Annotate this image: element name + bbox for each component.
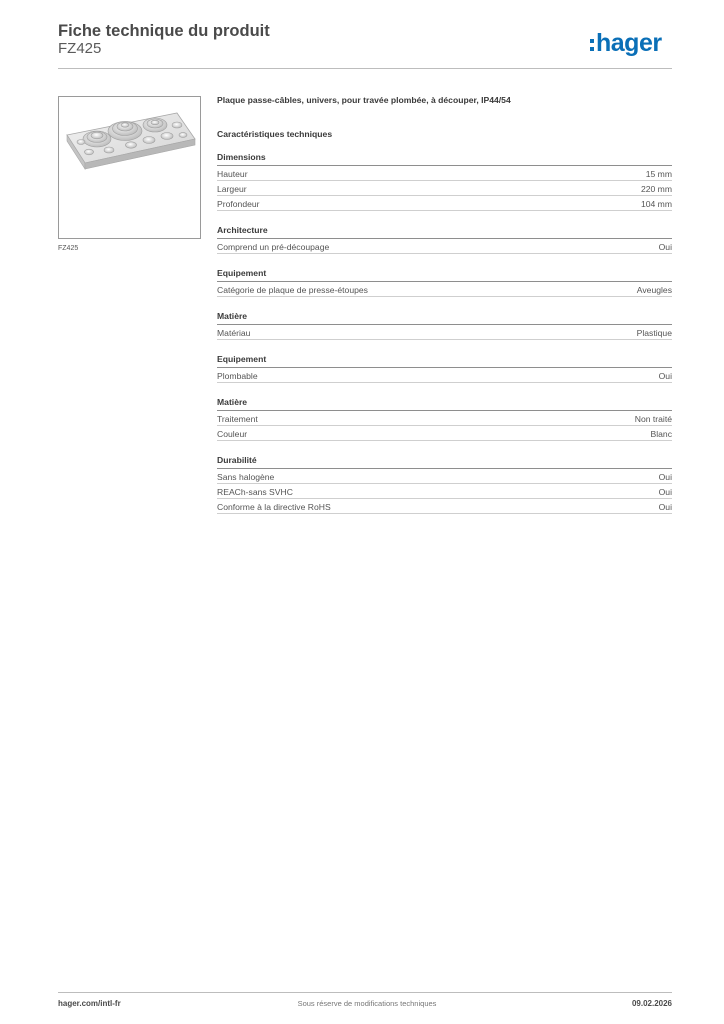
logo-text: hager [596, 28, 662, 57]
row-value: Non traité [634, 414, 672, 424]
row-value: 220 mm [640, 184, 672, 194]
header-divider [58, 68, 672, 69]
row-label: Conforme à la directive RoHS [217, 502, 331, 512]
table-row [217, 325, 672, 340]
section-equipement [217, 268, 672, 297]
section-title: Equipement [217, 354, 672, 368]
row-value: 15 mm [645, 169, 672, 179]
row-value: Oui [658, 242, 672, 252]
row-label: Comprend un pré-découpage [217, 242, 330, 252]
row-label: Plombable [217, 371, 258, 381]
table-row [217, 239, 672, 254]
footer-notice: Sous réserve de modifications techniques [297, 999, 437, 1008]
row-value: Blanc [650, 429, 672, 439]
row-label: Matériau [217, 328, 251, 338]
logo-dots-icon [590, 39, 594, 51]
table-row [217, 499, 672, 514]
row-value: 104 mm [640, 199, 672, 209]
row-label: Profondeur [217, 199, 260, 209]
row-value: Oui [658, 472, 672, 482]
cable-plate-icon [59, 97, 200, 238]
row-label: Hauteur [217, 169, 248, 179]
section-architecture [217, 225, 672, 254]
section-title: Matière [217, 311, 672, 325]
product-reference: FZ425 [58, 40, 102, 57]
product-description: Plaque passe-câbles, univers, pour travée plombée, à découper, IP44/54 [217, 95, 511, 105]
table-row [217, 166, 672, 181]
section-title: Matière [217, 397, 672, 411]
table-row [217, 411, 672, 426]
section-title: Equipement [217, 268, 672, 282]
table-row [217, 368, 672, 383]
product-details [217, 95, 672, 514]
row-label: Largeur [217, 184, 247, 194]
row-label: Sans halogène [217, 472, 275, 482]
hager-logo [590, 28, 662, 58]
row-label: REACh-sans SVHC [217, 487, 293, 497]
footer-date: 09.02.2026 [631, 999, 672, 1008]
row-value: Plastique [636, 328, 672, 338]
section-equipement-2 [217, 354, 672, 383]
row-value: Oui [658, 487, 672, 497]
section-durabilite [217, 455, 672, 514]
row-label: Catégorie de plaque de presse-étoupes [217, 285, 368, 295]
section-title: Durabilité [217, 455, 672, 469]
table-row [217, 484, 672, 499]
row-value: Oui [658, 371, 672, 381]
page-title: Fiche technique du produit [58, 22, 270, 40]
footer-website-link[interactable]: hager.com/intl-fr [58, 999, 121, 1008]
section-matiere [217, 311, 672, 340]
image-caption: FZ425 [58, 245, 79, 252]
table-row [217, 181, 672, 196]
row-label: Couleur [217, 429, 248, 439]
table-row [217, 426, 672, 441]
table-row [217, 196, 672, 211]
section-dimensions [217, 152, 672, 211]
product-image [58, 96, 201, 239]
table-row [217, 469, 672, 484]
footer-divider [58, 992, 672, 993]
row-value: Aveugles [636, 285, 672, 295]
row-label: Traitement [217, 414, 258, 424]
section-matiere-2 [217, 397, 672, 441]
section-title: Architecture [217, 225, 672, 239]
table-row [217, 282, 672, 297]
section-title: Dimensions [217, 152, 672, 166]
tech-characteristics-heading: Caractéristiques techniques [217, 129, 333, 139]
row-value: Oui [658, 502, 672, 512]
